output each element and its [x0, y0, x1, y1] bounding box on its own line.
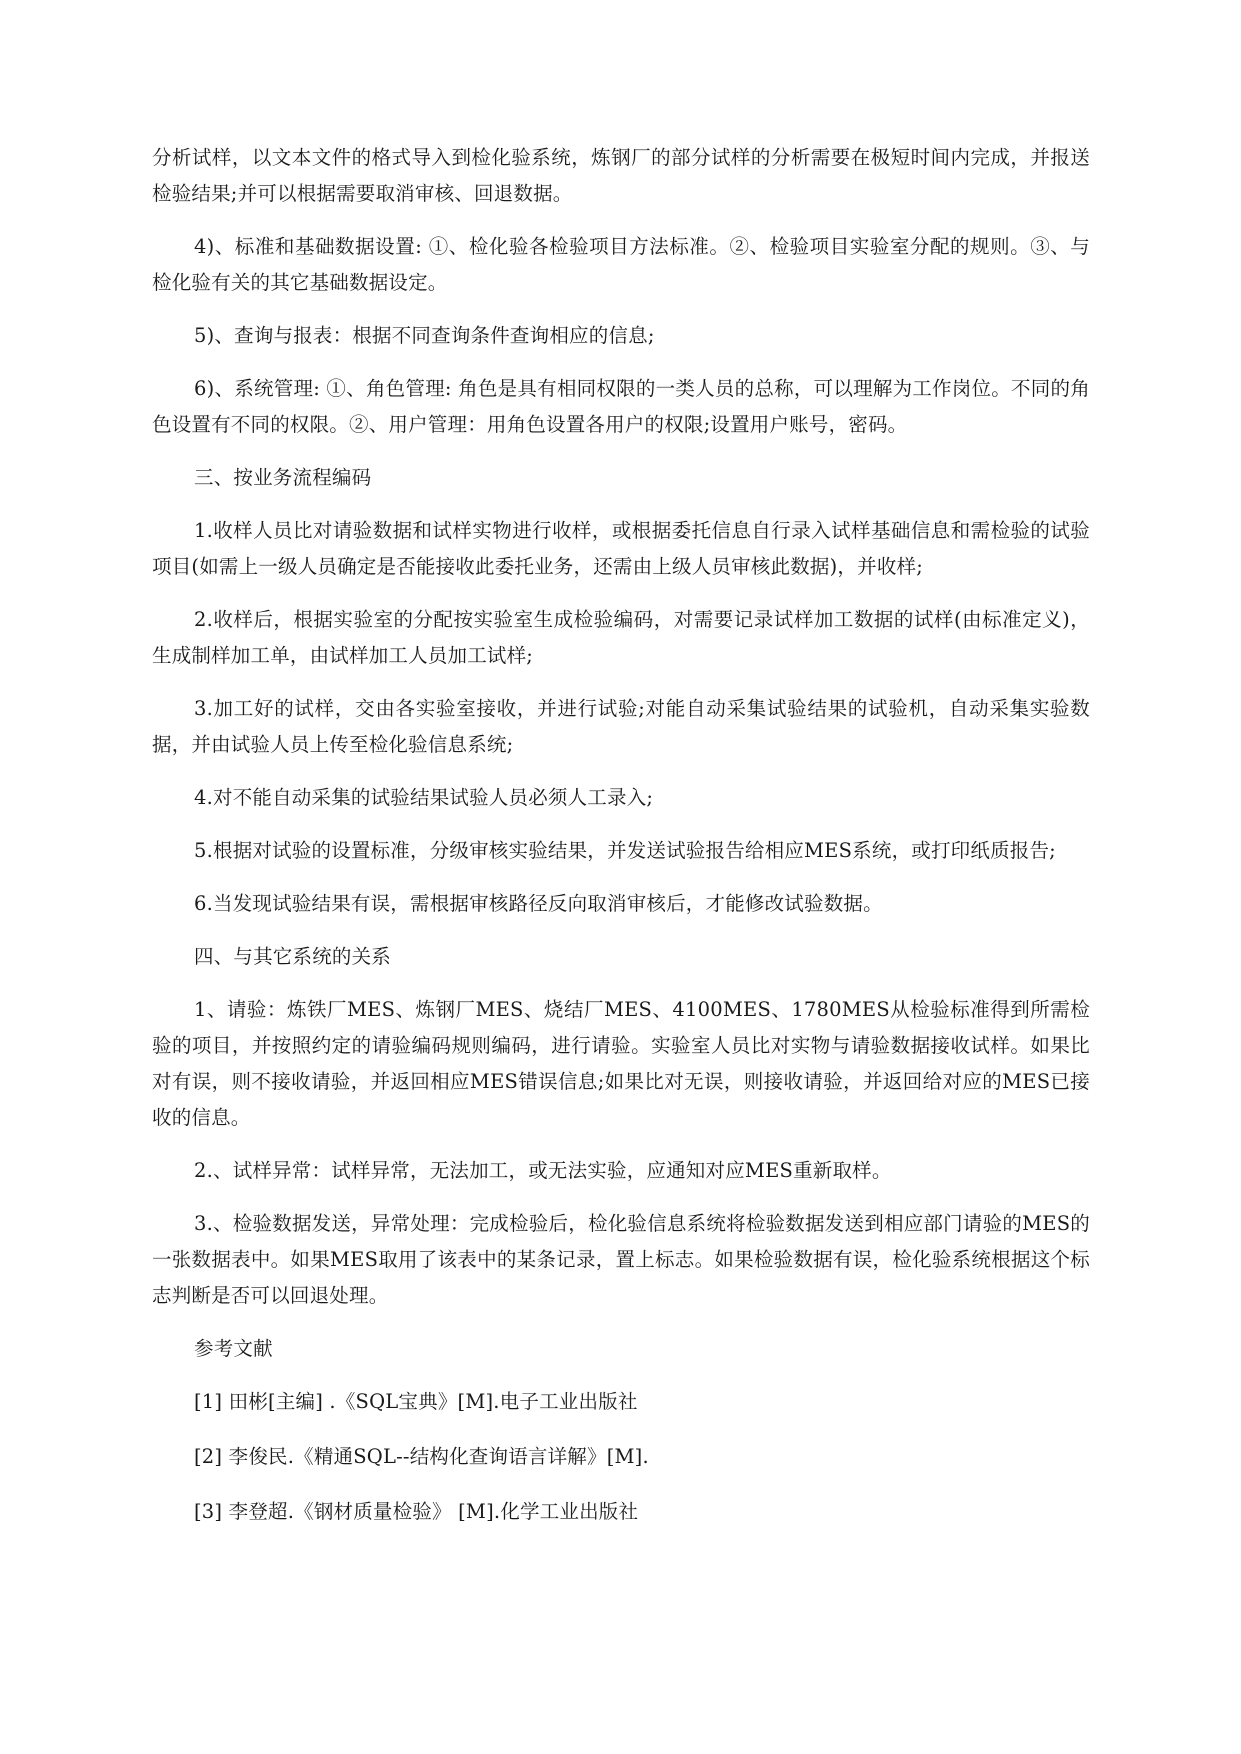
body-paragraph: 3.、检验数据发送，异常处理：完成检验后，检化验信息系统将检验数据发送到相应部门请验的MES的一张数据表中。如果MES取用了该表中的某条记录，置上标志。如果检验数据有误，检化验系统根据这个标志判断是否可以回退处理。	[152, 1212, 1090, 1307]
body-paragraph: 5)、查询与报表：根据不同查询条件查询相应的信息;	[194, 324, 655, 347]
body-paragraph: 2.收样后，根据实验室的分配按实验室生成检验编码，对需要记录试样加工数据的试样(由标准定义)，生成制样加工单，由试样加工人员加工试样;	[152, 608, 1090, 667]
body-paragraph: 6)、系统管理: ①、角色管理: 角色是具有相同权限的一类人员的总称，可以理解为工作岗位。不同的角色设置有不同的权限。②、用户管理：用角色设置各用户的权限;设置用户账号，密码。	[152, 377, 1090, 436]
references-heading: 参考文献	[194, 1337, 273, 1360]
document-page	[152, 140, 1090, 1549]
section-heading: 四、与其它系统的关系	[194, 945, 392, 968]
reference-item: [1] 田彬[主编] .《SQL宝典》[M].电子工业出版社	[194, 1390, 638, 1413]
body-paragraph: 3.加工好的试样，交由各实验室接收，并进行试验;对能自动采集试验结果的试验机，自动采集实验数据，并由试验人员上传至检化验信息系统;	[152, 697, 1090, 756]
body-paragraph: 1.收样人员比对请验数据和试样实物进行收样，或根据委托信息自行录入试样基础信息和需检验的试验项目(如需上一级人员确定是否能接收此委托业务，还需由上级人员审核此数据)，并收样;	[152, 519, 1090, 578]
reference-item: [2] 李俊民.《精通SQL--结构化查询语言详解》[M].	[194, 1445, 649, 1468]
body-paragraph: 2.、试样异常：试样异常，无法加工，或无法实验，应通知对应MES重新取样。	[194, 1159, 892, 1182]
body-paragraph: 1、请验：炼铁厂MES、炼钢厂MES、烧结厂MES、4100MES、1780MES从检验标准得到所需检验的项目，并按照约定的请验编码规则编码，进行请验。实验室人员比对实物与请验数据接收试样。如果比对有误，则不接收请验，并返回相应MES错误信息;如果比对无误，则接收请验，并返回给对应的MES已接收的信息。	[152, 998, 1090, 1129]
body-paragraph: 分析试样，以文本文件的格式导入到检化验系统，炼钢厂的部分试样的分析需要在极短时间内完成，并报送检验结果;并可以根据需要取消审核、回退数据。	[152, 146, 1090, 205]
section-heading: 三、按业务流程编码	[194, 466, 372, 489]
reference-item: [3] 李登超.《钢材质量检验》 [M].化学工业出版社	[194, 1500, 639, 1523]
body-paragraph: 6.当发现试验结果有误，需根据审核路径反向取消审核后，才能修改试验数据。	[194, 892, 883, 915]
body-paragraph: 4.对不能自动采集的试验结果试验人员必须人工录入;	[194, 786, 654, 809]
body-paragraph: 5.根据对试验的设置标准，分级审核实验结果，并发送试验报告给相应MES系统，或打印纸质报告;	[194, 839, 1056, 862]
body-paragraph: 4)、标准和基础数据设置: ①、检化验各检验项目方法标准。②、检验项目实验室分配的规则。③、与检化验有关的其它基础数据设定。	[152, 235, 1090, 294]
